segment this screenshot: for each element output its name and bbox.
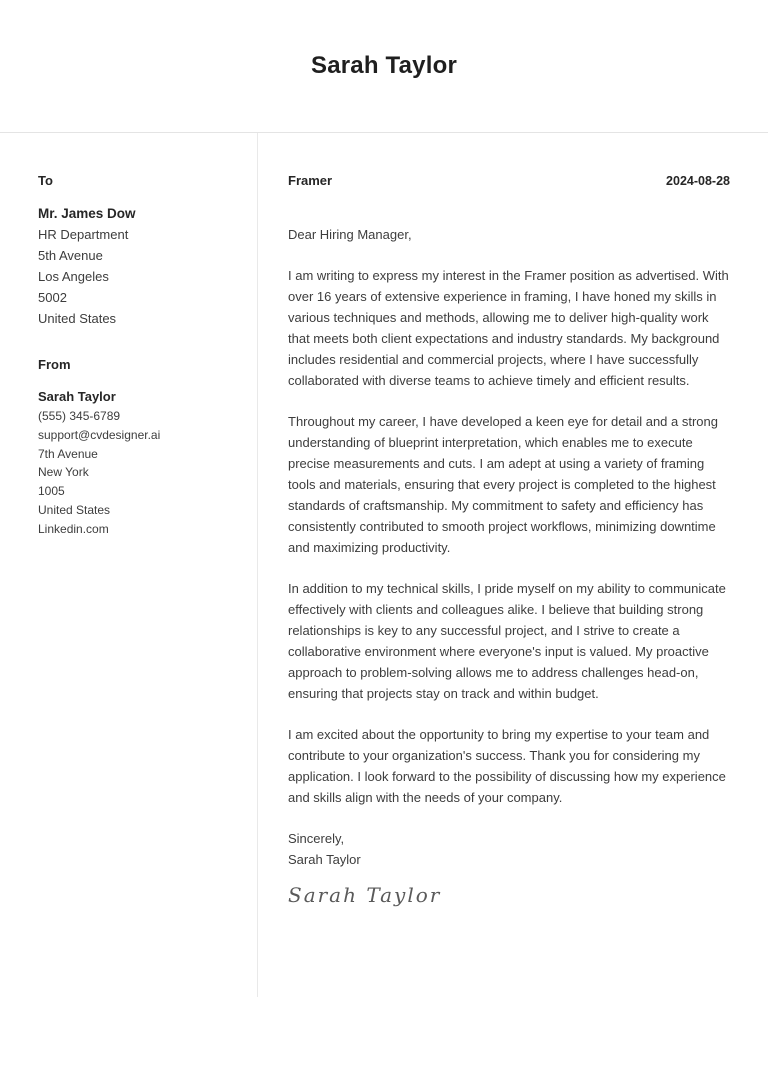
recipient-postal-code: 5002 xyxy=(38,290,67,305)
signature-script: Sarah Taylor xyxy=(288,883,442,907)
recipient-street: 5th Avenue xyxy=(38,248,103,263)
sender-email: support@cvdesigner.ai xyxy=(38,427,161,442)
document-body xyxy=(0,133,768,997)
recipient-country: United States xyxy=(38,311,117,326)
sender-postal-code: 1005 xyxy=(38,484,65,499)
sender-linkedin: Linkedin.com xyxy=(38,521,109,536)
contact-sidebar xyxy=(0,133,258,997)
sender-phone: (555) 345-6789 xyxy=(38,409,121,423)
to-label: To xyxy=(38,173,53,188)
signed-name: Sarah Taylor xyxy=(288,852,361,867)
recipient-city: Los Angeles xyxy=(38,269,109,284)
letter-paragraph-2: Throughout my career, I have developed a keen eye for detail and a strong understanding of blueprint interpretation, which enables me to execute precise measurements and cuts. I am adept at using a variety of framing tools and materials, ensuring that every project is completed to the highest standards of craftsmanship. My commitment to safety and efficiency has consistently contributed to smooth project workflows, minimizing downtime and maximizing productivity. xyxy=(288,414,718,555)
letter-date: 2024-08-28 xyxy=(666,174,730,188)
recipient-department: HR Department xyxy=(38,227,129,242)
closing-block xyxy=(288,828,730,870)
salutation: Dear Hiring Manager, xyxy=(288,227,412,242)
recipient-section xyxy=(38,173,239,329)
sender-block xyxy=(38,387,239,539)
sender-section xyxy=(38,357,239,539)
recipient-name: Mr. James Dow xyxy=(38,206,136,221)
from-label: From xyxy=(38,357,71,372)
letter-paragraph-1: I am writing to express my interest in the Framer position as advertised. With over 16 years of extensive experience in framing, I have honed my skills in various techniques and methods, allowing me to deliver high-quality work that meets both client expectations and industry standards. My background includes residential and commercial projects, where I have successfully collaborated with diverse teams to achieve timely and efficient results. xyxy=(288,268,729,388)
closing-word: Sincerely, xyxy=(288,831,345,846)
recipient-block xyxy=(38,203,239,329)
sender-name: Sarah Taylor xyxy=(38,389,116,404)
letter-paragraph-3: In addition to my technical skills, I pride myself on my ability to communicate effectively with clients and colleagues alike. I believe that building strong relationships is key to any successful project, and I strive to create a collaborative environment where everyone's input is valued. My proactive approach to problem-solving allows me to address challenges head-on, ensuring that projects stay on track and within budget. xyxy=(288,581,726,701)
document-header xyxy=(0,0,768,133)
letter-content xyxy=(258,133,768,997)
letter-paragraph-4: I am excited about the opportunity to bring my expertise to your team and contribute to your organization's success. Thank you for considering my application. I look forward to the possibility of discussing how my experience and skills align with the needs of your company. xyxy=(288,727,726,805)
sender-street: 7th Avenue xyxy=(38,446,98,461)
job-title: Framer xyxy=(288,173,333,188)
sender-country: United States xyxy=(38,502,111,517)
letter-meta-row xyxy=(288,173,730,188)
sender-city: New York xyxy=(38,465,89,480)
page-title: Sarah Taylor xyxy=(310,52,457,79)
